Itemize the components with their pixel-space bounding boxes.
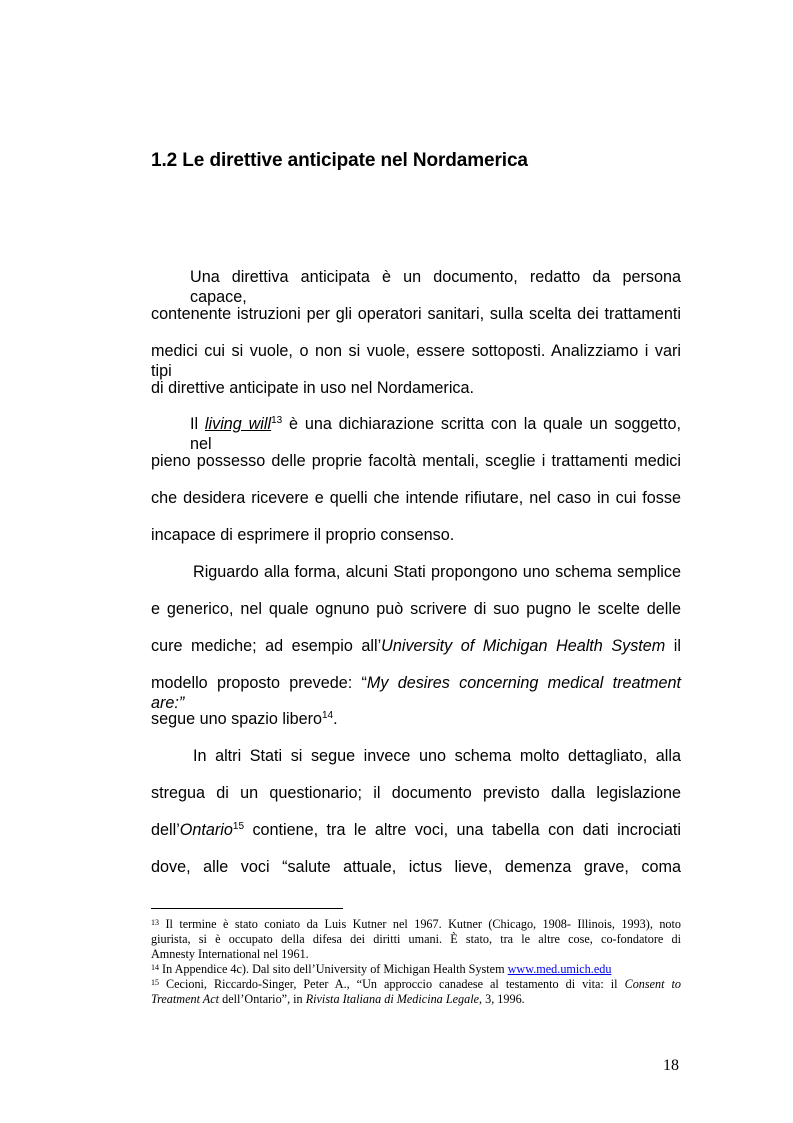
living-will-term: living will <box>204 415 272 433</box>
institution-name: University of Michigan Health System <box>381 637 666 655</box>
text: Il <box>190 415 205 433</box>
footnote-15-line-1 <box>151 977 681 992</box>
act-title-cont: Treatment Act <box>151 992 220 1006</box>
text: segue uno spazio libero <box>151 710 322 728</box>
paragraph-4-line-1: In altri Stati si segue invece uno schema molto dettagliato, alla <box>193 747 681 765</box>
ontario-term: Ontario <box>179 821 233 839</box>
quoted-phrase: My desires concerning medical treatment are:” <box>151 674 682 712</box>
paragraph-2-line-3: che desidera ricevere e quelli che intende rifiutare, nel caso in cui fosse <box>151 489 681 507</box>
text: , 3, 1996. <box>479 992 525 1006</box>
paragraph-3-line-1: Riguardo alla forma, alcuni Stati propongono uno schema semplice <box>193 563 681 581</box>
footnote-13-line-3: Amnesty International nel 1961. <box>151 947 309 961</box>
text: cure mediche; ad esempio all’ <box>151 637 382 655</box>
footnote-15-line-2 <box>151 992 681 1007</box>
text: modello proposto prevede: “ <box>151 674 367 692</box>
footnote-number-14: 14 <box>151 963 159 972</box>
footnote-separator <box>151 908 343 909</box>
footnote-13-line-2: giurista, si è occupato della difesa dei diritti umani. È stato, tra le altre cose, co-fondatore di <box>151 932 681 946</box>
website-link[interactable]: www.med.umich.edu <box>507 962 612 976</box>
text: contiene, tra le altre voci, una tabella con dati incrociati <box>244 821 681 839</box>
footnote-ref-13: 13 <box>271 415 283 426</box>
paragraph-4-line-4: dove, alle voci “salute attuale, ictus lieve, demenza grave, coma <box>151 858 681 876</box>
paragraph-4-line-3 <box>151 820 681 840</box>
paragraph-4-line-2: stregua di un questionario; il documento previsto dalla legislazione <box>151 784 681 802</box>
paragraph-2-line-1 <box>190 414 681 454</box>
text: . <box>333 710 338 728</box>
text: è una dichiarazione scritta con la quale un soggetto, nel <box>190 415 681 453</box>
footnote-number-15: 15 <box>151 978 159 987</box>
text: Cecioni, Riccardo-Singer, Peter A., “Un approccio canadese al testamento di vita: il <box>166 977 625 991</box>
footnote-number-13: 13 <box>151 918 159 927</box>
paragraph-1-line-3: medici cui si vuole, o non si vuole, essere sottoposti. Analizziamo i vari tipi <box>151 342 681 380</box>
paragraph-1-line-1: Una direttiva anticipata è un documento, redatto da persona capace, <box>190 268 681 306</box>
paragraph-3-line-2: e generico, nel quale ognuno può scrivere di suo pugno le scelte delle <box>151 600 681 618</box>
text: dell’ <box>151 821 180 839</box>
footnote-ref-14: 14 <box>322 710 334 721</box>
paragraph-3-line-3 <box>151 636 681 656</box>
footnote-ref-15: 15 <box>232 821 245 832</box>
journal-title: Rivista Italiana di Medicina Legale <box>305 992 479 1006</box>
section-heading: 1.2 Le direttive anticipate nel Nordamerica <box>151 150 528 171</box>
text: Il termine è stato coniato da Luis Kutner nel 1967. Kutner (Chicago, 1908- Illinois, 1993), noto <box>165 917 681 931</box>
page-number: 18 <box>663 1057 679 1074</box>
paragraph-1-line-4: di direttive anticipate in uso nel Nordamerica. <box>151 379 475 397</box>
paragraph-1-line-2: contenente istruzioni per gli operatori sanitari, sulla scelta dei trattamenti <box>151 305 681 323</box>
footnote-14 <box>151 962 681 977</box>
paragraph-2-line-2: pieno possesso delle proprie facoltà mentali, sceglie i trattamenti medici <box>151 452 681 470</box>
paragraph-3-line-4 <box>151 673 681 713</box>
text: il <box>665 637 681 655</box>
text: dell’Ontario”, in <box>219 992 306 1006</box>
paragraph-3-line-5 <box>151 709 681 729</box>
footnote-13-line-1 <box>151 917 681 932</box>
act-title: Consent to <box>624 977 681 991</box>
paragraph-2-line-4: incapace di esprimere il proprio consenso. <box>151 526 455 544</box>
text: In Appendice 4c). Dal sito dell’University of Michigan Health System <box>162 962 508 976</box>
